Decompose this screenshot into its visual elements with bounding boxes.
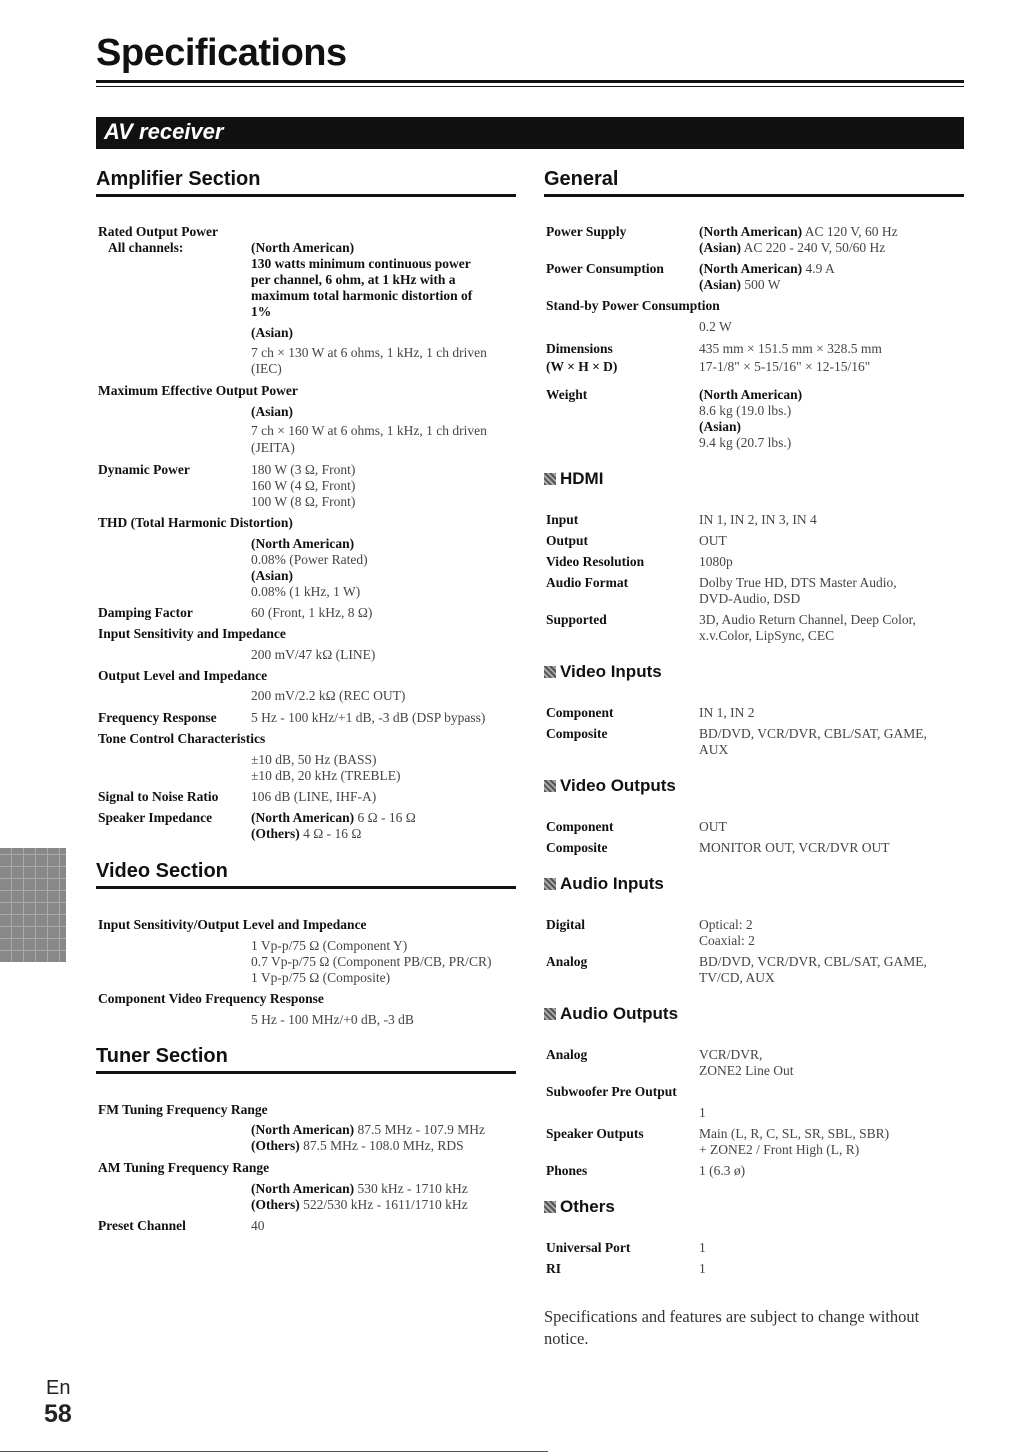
spec-label: Output Level and Impedance — [98, 668, 268, 683]
spec-value: (North American) 6 Ω - 16 Ω — [251, 810, 416, 825]
spec-value: DVD-Audio, DSD — [699, 591, 801, 606]
audio-inputs-heading: Audio Inputs — [544, 874, 664, 894]
spec-value: 7 ch × 160 W at 6 ohms, 1 kHz, 1 ch driven — [251, 423, 487, 438]
spec-label: 1% — [251, 304, 272, 319]
spec-value: (North American) AC 120 V, 60 Hz — [699, 224, 898, 239]
bottom-rule — [0, 1451, 548, 1452]
spec-value: 5 Hz - 100 MHz/+0 dB, -3 dB — [251, 1012, 414, 1027]
spec-label: Speaker Outputs — [546, 1126, 644, 1141]
spec-label: Dynamic Power — [98, 462, 190, 477]
spec-value: 1 — [699, 1105, 706, 1120]
spec-value: (North American) 4.9 A — [699, 261, 835, 276]
spec-label: (North American) — [251, 536, 355, 551]
spec-label: All channels: — [108, 240, 184, 255]
spec-value: (Asian) AC 220 - 240 V, 50/60 Hz — [699, 240, 886, 255]
others-heading: Others — [544, 1197, 615, 1217]
spec-label: Power Consumption — [546, 261, 664, 276]
spec-label: RI — [546, 1261, 562, 1276]
banner-label: AV receiver — [104, 119, 224, 144]
video-heading: Video Section — [96, 860, 228, 882]
spec-value: IN 1, IN 2, IN 3, IN 4 — [699, 512, 817, 527]
spec-value: OUT — [699, 819, 727, 834]
square-bullet-icon — [544, 780, 556, 792]
footer-note: Specifications and features are subject to change without notice. — [544, 1307, 920, 1348]
spec-value: BD/DVD, VCR/DVR, CBL/SAT, GAME, — [699, 726, 927, 741]
spec-label: Maximum Effective Output Power — [98, 383, 298, 398]
spec-label: Component — [546, 705, 614, 720]
spec-label: Subwoofer Pre Output — [546, 1084, 677, 1099]
spec-label: Signal to Noise Ratio — [98, 789, 219, 804]
spec-value: (Asian) 500 W — [699, 277, 781, 292]
spec-label: Power Supply — [546, 224, 627, 239]
spec-label: Input Sensitivity/Output Level and Impedance — [98, 917, 367, 932]
spec-value: 100 W (8 Ω, Front) — [251, 494, 356, 509]
spec-label: Preset Channel — [98, 1218, 186, 1233]
spec-value: 17-1/8" × 5-15/16" × 12-15/16" — [699, 359, 871, 374]
spec-value: (North American) 530 kHz - 1710 kHz — [251, 1181, 468, 1196]
spec-label: Phones — [546, 1163, 588, 1178]
spec-value: 200 mV/47 kΩ (LINE) — [251, 647, 376, 662]
spec-value: (Asian) — [699, 419, 742, 434]
square-bullet-icon — [544, 878, 556, 890]
spec-value: 9.4 kg (20.7 lbs.) — [699, 435, 792, 450]
spec-label: per channel, 6 ohm, at 1 kHz with a — [251, 272, 456, 287]
spec-value: ±10 dB, 50 Hz (BASS) — [251, 752, 377, 767]
general-heading: General — [544, 168, 619, 190]
spec-value: 435 mm × 151.5 mm × 328.5 mm — [699, 341, 882, 356]
spec-value: TV/CD, AUX — [699, 970, 775, 985]
spec-value: 1 — [699, 1261, 706, 1276]
spec-value: (Others) 4 Ω - 16 Ω — [251, 826, 362, 841]
spec-value: OUT — [699, 533, 727, 548]
spec-label: Output — [546, 533, 589, 548]
spec-value: + ZONE2 / Front High (L, R) — [699, 1142, 860, 1157]
spec-label: Frequency Response — [98, 710, 217, 725]
spec-value: 106 dB (LINE, IHF-A) — [251, 789, 377, 804]
spec-label: Tone Control Characteristics — [98, 731, 266, 746]
spec-value: (Others) 522/530 kHz - 1611/1710 kHz — [251, 1197, 468, 1212]
spec-value: 5 Hz - 100 kHz/+1 dB, -3 dB (DSP bypass) — [251, 710, 486, 725]
spec-value: 200 mV/2.2 kΩ (REC OUT) — [251, 688, 406, 703]
spec-value: x.v.Color, LipSync, CEC — [699, 628, 835, 643]
spec-value: 40 — [251, 1218, 265, 1233]
spec-value: Main (L, R, C, SL, SR, SBL, SBR) — [699, 1126, 890, 1141]
spec-label: Rated Output Power — [98, 224, 218, 239]
spec-value: 180 W (3 Ω, Front) — [251, 462, 356, 477]
spec-value: 7 ch × 130 W at 6 ohms, 1 kHz, 1 ch driven — [251, 345, 487, 360]
spec-label: (Asian) — [251, 404, 294, 419]
spec-value: (North American) — [699, 387, 803, 402]
spec-label: Universal Port — [546, 1240, 631, 1255]
spec-value: VCR/DVR, — [699, 1047, 763, 1062]
spec-value: Optical: 2 — [699, 917, 753, 932]
title-rule-thin — [96, 86, 964, 87]
spec-value: (JEITA) — [251, 440, 295, 455]
spec-label: Input Sensitivity and Impedance — [98, 626, 286, 641]
spec-value: 1 — [699, 1240, 706, 1255]
spec-label: Stand-by Power Consumption — [546, 298, 720, 313]
spec-value: (North American) 87.5 MHz - 107.9 MHz — [251, 1122, 485, 1137]
spec-label: Analog — [546, 1047, 588, 1062]
spec-value: 160 W (4 Ω, Front) — [251, 478, 356, 493]
spec-label: Input — [546, 512, 579, 527]
spec-value: 8.6 kg (19.0 lbs.) — [699, 403, 792, 418]
spec-value: IN 1, IN 2 — [699, 705, 755, 720]
spec-value: 0.08% (Power Rated) — [251, 552, 368, 567]
square-bullet-icon — [544, 666, 556, 678]
spec-label: Composite — [546, 726, 608, 741]
spec-value: 0.2 W — [699, 319, 732, 334]
spec-value: 0.08% (1 kHz, 1 W) — [251, 584, 361, 599]
section-banner — [96, 117, 964, 149]
spec-label: Component Video Frequency Response — [98, 991, 324, 1006]
spec-value: MONITOR OUT, VCR/DVR OUT — [699, 840, 890, 855]
spec-label: Supported — [546, 612, 607, 627]
spec-label: Video Resolution — [546, 554, 645, 569]
square-bullet-icon — [544, 1201, 556, 1213]
spec-value: Coaxial: 2 — [699, 933, 755, 948]
tuner-heading: Tuner Section — [96, 1045, 228, 1067]
spec-value: 3D, Audio Return Channel, Deep Color, — [699, 612, 916, 627]
spec-label: (W × H × D) — [546, 359, 618, 374]
spec-label: THD (Total Harmonic Distortion) — [98, 515, 293, 530]
spec-label: FM Tuning Frequency Range — [98, 1102, 268, 1117]
spec-label: (Asian) — [251, 325, 294, 340]
spec-label: Damping Factor — [98, 605, 193, 620]
spec-label: Digital — [546, 917, 585, 932]
spec-label: maximum total harmonic distortion of — [251, 288, 473, 303]
spec-label: Component — [546, 819, 614, 834]
spec-value: 0.7 Vp-p/75 Ω (Component PB/CB, PR/CR) — [251, 954, 492, 969]
spec-value: (Others) 87.5 MHz - 108.0 MHz, RDS — [251, 1138, 464, 1153]
video-inputs-heading: Video Inputs — [544, 662, 662, 682]
spec-value: (IEC) — [251, 361, 282, 376]
spec-value: ZONE2 Line Out — [699, 1063, 794, 1078]
spec-label: Dimensions — [546, 341, 613, 356]
spec-label: Weight — [546, 387, 588, 402]
amplifier-rule — [96, 194, 516, 197]
tuner-rule — [96, 1071, 516, 1074]
spec-label: 130 watts minimum continuous power — [251, 256, 471, 271]
spec-label: Audio Format — [546, 575, 629, 590]
language-label: En — [46, 1377, 71, 1399]
spec-label: Analog — [546, 954, 588, 969]
title-rule — [96, 80, 964, 83]
spec-value: 60 (Front, 1 kHz, 8 Ω) — [251, 605, 373, 620]
spec-value: AUX — [699, 742, 729, 757]
video-rule — [96, 886, 516, 889]
spec-label: (Asian) — [251, 568, 294, 583]
page-title: Specifications — [96, 32, 347, 74]
spec-value: ±10 dB, 20 kHz (TREBLE) — [251, 768, 401, 783]
spec-label: AM Tuning Frequency Range — [98, 1160, 270, 1175]
video-outputs-heading: Video Outputs — [544, 776, 676, 796]
spec-value: 1 Vp-p/75 Ω (Component Y) — [251, 938, 408, 953]
spec-value: 1 Vp-p/75 Ω (Composite) — [251, 970, 391, 985]
square-bullet-icon — [544, 473, 556, 485]
spec-label: (North American) — [251, 240, 355, 255]
spec-label: Composite — [546, 840, 608, 855]
square-bullet-icon — [544, 1008, 556, 1020]
amplifier-heading: Amplifier Section — [96, 168, 261, 190]
spec-value: 1 (6.3 ø) — [699, 1163, 746, 1178]
hdmi-heading: HDMI — [544, 469, 603, 489]
audio-outputs-heading: Audio Outputs — [544, 1004, 678, 1024]
spec-label: Speaker Impedance — [98, 810, 213, 825]
spec-value: Dolby True HD, DTS Master Audio, — [699, 575, 897, 590]
spec-value: BD/DVD, VCR/DVR, CBL/SAT, GAME, — [699, 954, 927, 969]
side-tab-graphic — [0, 848, 66, 962]
spec-value: 1080p — [699, 554, 733, 569]
general-rule — [544, 194, 964, 197]
page-number: 58 — [44, 1400, 72, 1428]
